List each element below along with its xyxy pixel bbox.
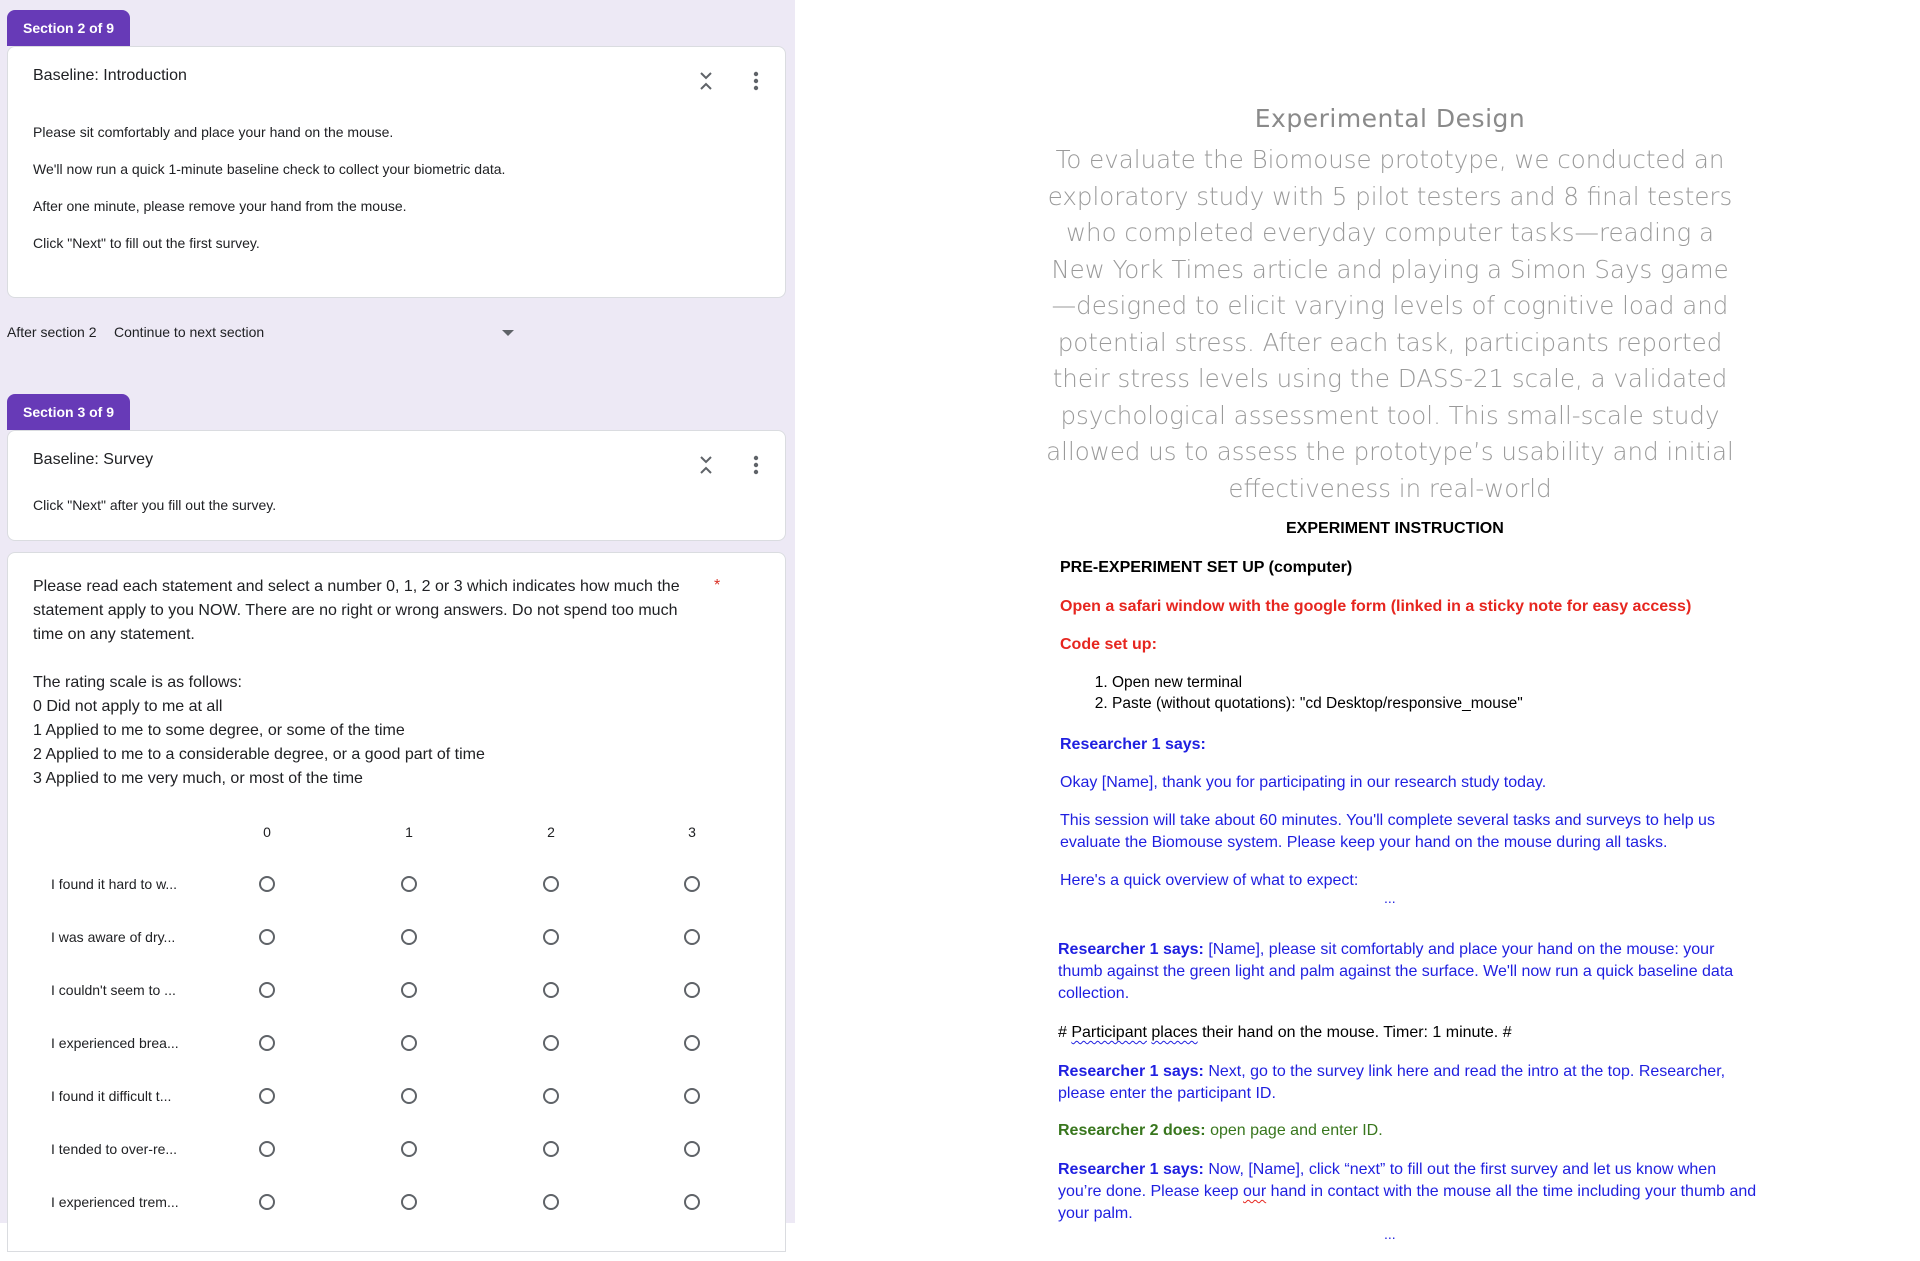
required-mark: * — [714, 577, 721, 594]
slide-body: To evaluate the Biomouse prototype, we conducted an exploratory study with 5 pilot testers and 8 final testers who completed everyday computer tasks—reading a New York Times article and playing a Simon Says game—designed to elicit varying levels of cognitive load and potential stress. After each task, participants reported their stress levels using the DASS-21 scale, a validated psychological assessment tool. This small-scale study allowed us to assess the prototype’s usability and initial effectiveness in real-world — [1046, 145, 1734, 503]
baseline-instruction — [1058, 939, 1758, 1005]
ellipsis-2: ... — [1384, 1226, 1396, 1242]
question-text[interactable]: Please read each statement and select a number 0, 1, 2 or 3 which indicates how much the statement apply to you NOW. There are no right or wrong answers. Do not spend too much time on any statement. — [33, 578, 680, 643]
grid-row-label: I found it hard to w... — [51, 876, 178, 892]
radio-option[interactable] — [401, 1035, 417, 1051]
section-2-line-1: Please sit comfortably and place your hand on the mouse. — [33, 124, 394, 140]
radio-option[interactable] — [543, 929, 559, 945]
section-3-title[interactable]: Baseline: Survey — [33, 451, 154, 468]
researcher-1-label: Researcher 1 says: — [1060, 736, 1206, 753]
collapse-section-icon[interactable] — [694, 453, 718, 477]
form-editor-panel — [0, 0, 795, 1223]
researcher-label: Researcher 1 says: — [1058, 1161, 1204, 1178]
grid-column-1: 1 — [405, 824, 413, 840]
section-2-title[interactable]: Baseline: Introduction — [33, 67, 187, 84]
radio-option[interactable] — [259, 1141, 275, 1157]
radio-option[interactable] — [684, 1141, 700, 1157]
section-3-tab: Section 3 of 9 — [7, 394, 130, 430]
grid-row-label: I experienced trem... — [51, 1194, 179, 1210]
grid-row-label: I found it difficult t... — [51, 1088, 172, 1104]
first-survey-text-a: Now, [Name], click “next” to fill out the first survey and let us know when you’re done. Please keep — [1058, 1161, 1717, 1200]
note-prefix: # — [1058, 1024, 1072, 1041]
radio-option[interactable] — [259, 982, 275, 998]
section-2-line-3: After one minute, please remove your hand from the mouse. — [33, 198, 407, 214]
researcher-2-label: Researcher 2 does: — [1058, 1122, 1206, 1139]
section-2-line-2: We'll now run a quick 1-minute baseline check to collect your biometric data. — [33, 161, 506, 177]
scale-item-2: 2 Applied to me to a considerable degree, or a good part of time — [33, 746, 485, 763]
section-2-card[interactable] — [7, 46, 786, 298]
radio-option[interactable] — [401, 929, 417, 945]
radio-option[interactable] — [259, 1194, 275, 1210]
radio-option[interactable] — [259, 929, 275, 945]
radio-option[interactable] — [543, 1035, 559, 1051]
researcher-label: Researcher 1 says: — [1058, 941, 1204, 958]
collapse-section-icon[interactable] — [694, 69, 718, 93]
section-2-line-4: Click "Next" to fill out the first survey. — [33, 235, 260, 251]
grid-column-3: 3 — [688, 824, 696, 840]
researcher-2-text: open page and enter ID. — [1205, 1122, 1383, 1139]
after-section-label: After section 2 — [7, 324, 97, 340]
radio-option[interactable] — [259, 876, 275, 892]
setup-step: 1. Open new terminal — [1112, 672, 1523, 693]
radio-option[interactable] — [684, 876, 700, 892]
after-section-value: Continue to next section — [114, 324, 265, 340]
first-survey-text-b: hand in contact with the mouse all the time including your thumb and your palm. — [1058, 1183, 1757, 1222]
radio-option[interactable] — [684, 1035, 700, 1051]
radio-option[interactable] — [259, 1088, 275, 1104]
code-setup-heading: Code set up: — [1060, 636, 1157, 653]
section-3-line: Click "Next" after you fill out the survey. — [33, 497, 277, 513]
slide-title: Experimental Design — [1254, 104, 1526, 133]
more-options-icon[interactable] — [744, 69, 768, 93]
places-word: places — [1151, 1024, 1198, 1041]
radio-option[interactable] — [684, 1088, 700, 1104]
scale-item-1: 1 Applied to me to some degree, or some of the time — [33, 722, 405, 739]
section-3-card[interactable] — [7, 430, 786, 541]
participant-word: Participant — [1071, 1024, 1147, 1041]
open-safari-instruction: Open a safari window with the google form (linked in a sticky note for easy access) — [1060, 598, 1692, 615]
baseline-text: [Name], please sit comfortably and place your hand on the mouse: your thumb against the green light and palm against the surface. We'll now run a quick baseline data collection. — [1058, 941, 1734, 1002]
note-suffix: their hand on the mouse. Timer: 1 minute. # — [1197, 1024, 1512, 1041]
radio-option[interactable] — [401, 982, 417, 998]
radio-option[interactable] — [684, 1194, 700, 1210]
grid-column-2: 2 — [547, 824, 555, 840]
researcher-label: Researcher 1 says: — [1058, 1063, 1204, 1080]
setup-step: 2. Paste (without quotations): "cd Desktop/responsive_mouse" — [1112, 693, 1523, 714]
researcher-2-instruction — [1058, 1120, 1383, 1142]
dropdown-arrow-icon — [502, 330, 514, 336]
greeting-text: Okay [Name], thank you for participating in our research study today. — [1060, 774, 1547, 791]
radio-option[interactable] — [543, 876, 559, 892]
radio-option[interactable] — [543, 1088, 559, 1104]
radio-option[interactable] — [543, 982, 559, 998]
doc-heading: EXPERIMENT INSTRUCTION — [1286, 520, 1504, 537]
ellipsis-1: ... — [1384, 890, 1396, 906]
survey-link-text: Next, go to the survey link here and read the intro at the top. Researcher, please enter the participant ID. — [1058, 1063, 1726, 1102]
participant-note — [1058, 1022, 1512, 1044]
our-word: our — [1243, 1183, 1267, 1200]
radio-option[interactable] — [684, 982, 700, 998]
scale-item-0: 0 Did not apply to me at all — [33, 698, 223, 715]
scale-item-3: 3 Applied to me very much, or most of the time — [33, 770, 363, 787]
radio-option[interactable] — [401, 1194, 417, 1210]
grid-row-label: I couldn't seem to ... — [51, 982, 176, 998]
pre-setup-heading: PRE-EXPERIMENT SET UP (computer) — [1060, 559, 1353, 576]
first-survey-instruction — [1058, 1159, 1758, 1225]
radio-option[interactable] — [543, 1194, 559, 1210]
setup-steps-list — [1060, 672, 1523, 714]
grid-column-0: 0 — [263, 824, 271, 840]
radio-option[interactable] — [259, 1035, 275, 1051]
scale-intro: The rating scale is as follows: — [33, 674, 242, 691]
grid-row-label: I experienced brea... — [51, 1035, 179, 1051]
survey-link-instruction — [1058, 1061, 1758, 1105]
radio-option[interactable] — [543, 1141, 559, 1157]
radio-option[interactable] — [401, 876, 417, 892]
radio-option[interactable] — [684, 929, 700, 945]
grid-question-card[interactable] — [7, 552, 786, 1223]
more-options-icon[interactable] — [744, 453, 768, 477]
overview-text: Here's a quick overview of what to expect: — [1060, 872, 1359, 889]
grid-row-label: I was aware of dry... — [51, 929, 176, 945]
radio-option[interactable] — [401, 1141, 417, 1157]
session-text: This session will take about 60 minutes. You'll complete several tasks and surveys to help us evaluate the Biomouse system. Please keep your hand on the mouse during all tasks. — [1060, 812, 1715, 851]
section-2-tab: Section 2 of 9 — [7, 10, 130, 46]
grid-row-label: I tended to over-re... — [51, 1141, 178, 1157]
radio-option[interactable] — [401, 1088, 417, 1104]
after-section-dropdown[interactable] — [114, 317, 514, 347]
